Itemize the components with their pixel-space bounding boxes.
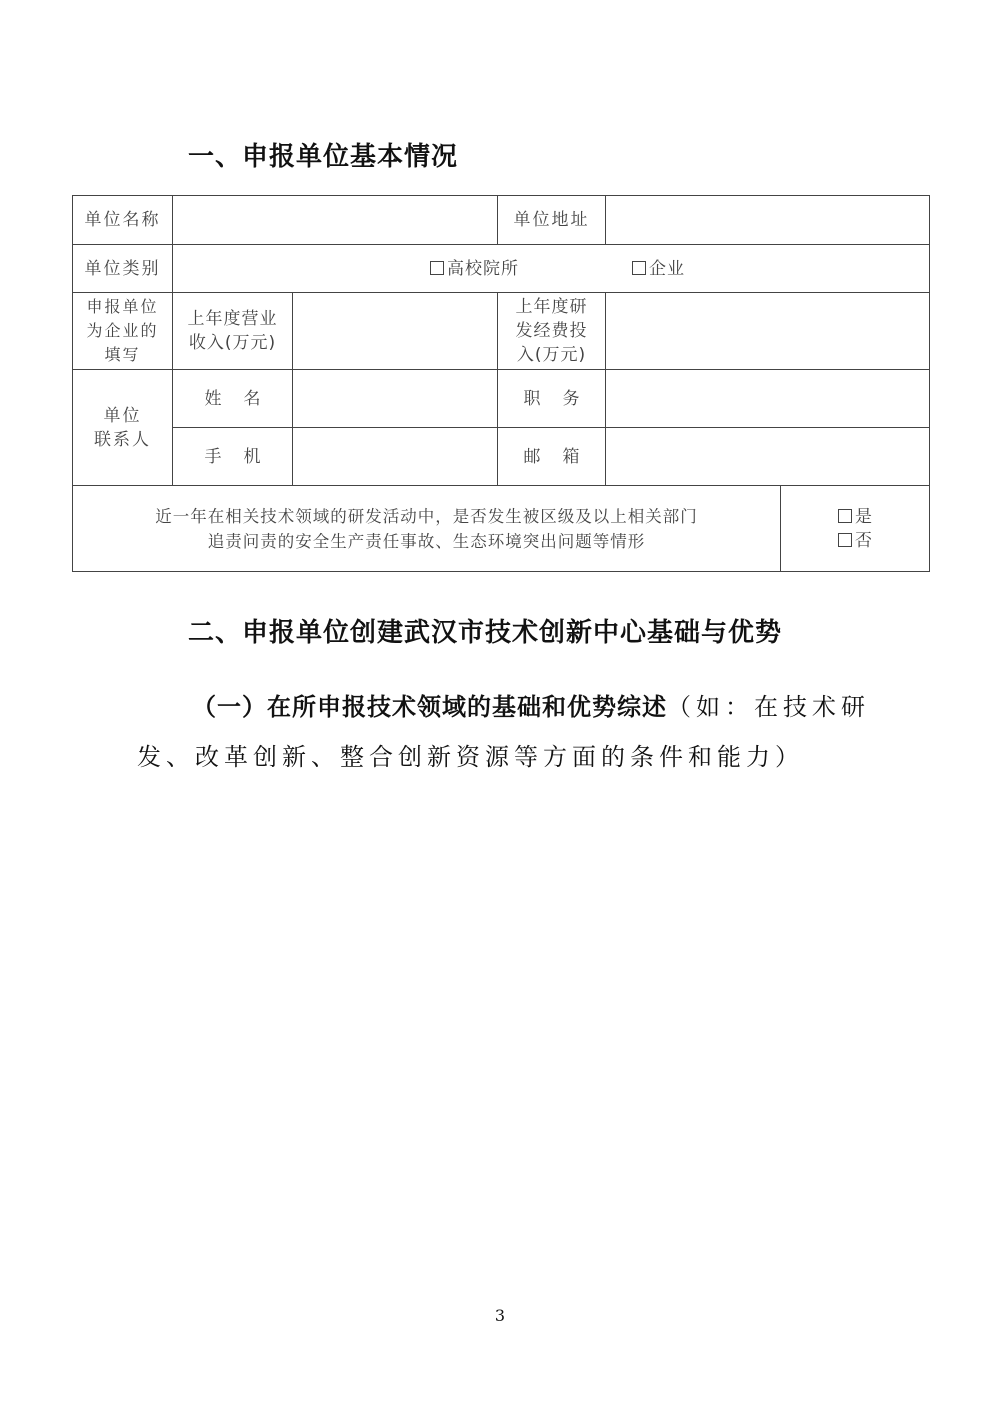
option-university[interactable]: 高校院所	[430, 245, 519, 293]
section-2-title: 二、申报单位创建武汉市技术创新中心基础与优势	[188, 618, 783, 648]
option-enterprise[interactable]: 企业	[632, 245, 685, 293]
subsection-title: （一）在所申报技术领域的基础和优势综述	[192, 693, 667, 721]
option-yes[interactable]: 是	[838, 505, 929, 529]
safety-statement: 近一年在相关技术领域的研发活动中，是否发生被区级及以上相关部门 追责问责的安全生产责任事故、生态环境突出问题等情形	[73, 486, 781, 572]
page-number: 3	[494, 1306, 506, 1325]
contact-label: 单位 联系人	[73, 370, 173, 486]
phone-label: 手机	[173, 428, 293, 486]
row-contact-name	[73, 370, 930, 428]
checkbox-icon[interactable]	[430, 261, 444, 275]
section-1-title: 一、申报单位基本情况	[188, 142, 459, 172]
name-label: 姓名	[173, 370, 293, 428]
row-safety-statement	[73, 486, 930, 572]
rd-expense-label: 上年度研 发经费投 入(万元)	[498, 293, 606, 370]
rd-expense-field[interactable]	[606, 293, 930, 370]
revenue-label: 上年度营业 收入(万元)	[173, 293, 293, 370]
email-field[interactable]	[606, 428, 930, 486]
unit-name-field[interactable]	[173, 196, 498, 245]
option-no[interactable]: 否	[838, 529, 929, 553]
subsection-paragraph	[137, 682, 897, 782]
unit-type-options	[173, 245, 930, 293]
basic-info-table	[72, 195, 930, 572]
subsection-detail: （如：在技术研发、改革创新、整合创新资源等方面的条件和能力）	[137, 693, 870, 771]
position-label: 职务	[498, 370, 606, 428]
unit-address-field[interactable]	[606, 196, 930, 245]
checkbox-icon[interactable]	[838, 509, 852, 523]
row-unit-name	[73, 196, 930, 245]
unit-type-label: 单位类别	[73, 245, 173, 293]
phone-field[interactable]	[293, 428, 498, 486]
position-field[interactable]	[606, 370, 930, 428]
unit-name-label: 单位名称	[73, 196, 173, 245]
name-field[interactable]	[293, 370, 498, 428]
revenue-field[interactable]	[293, 293, 498, 370]
checkbox-icon[interactable]	[838, 533, 852, 547]
row-enterprise-info	[73, 293, 930, 370]
unit-address-label: 单位地址	[498, 196, 606, 245]
checkbox-icon[interactable]	[632, 261, 646, 275]
email-label: 邮箱	[498, 428, 606, 486]
row-unit-type	[73, 245, 930, 293]
row-contact-phone	[73, 428, 930, 486]
enterprise-label: 申报单位 为企业的 填写	[73, 293, 173, 370]
yes-no-options	[781, 486, 930, 572]
